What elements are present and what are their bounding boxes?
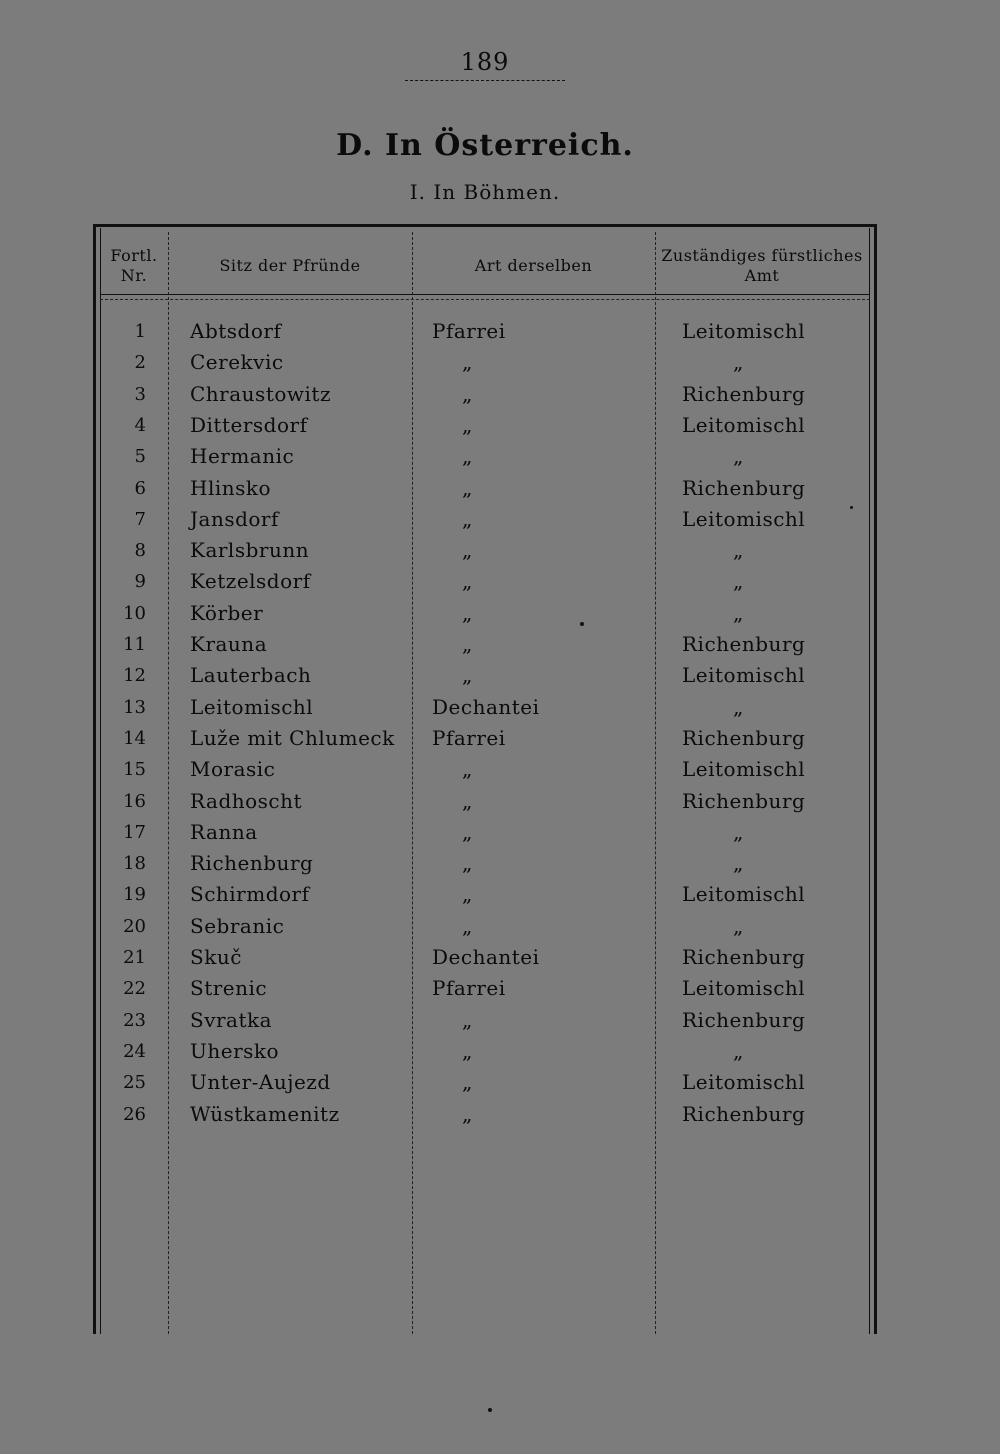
table-row [0, 1005, 1000, 1036]
section-subtitle: I. In Böhmen. [409, 180, 561, 204]
benefice-type: „ [462, 913, 473, 938]
responsible-office: Richenburg [682, 381, 806, 406]
responsible-office: Leitomischl [682, 412, 806, 437]
responsible-office: Leitomischl [682, 319, 806, 343]
benefice-seat: Ketzelsdorf [190, 569, 311, 594]
benefice-seat: Radhoscht [190, 788, 303, 813]
row-number: 5 [134, 446, 146, 468]
table-row [0, 879, 1000, 910]
benefice-type: „ [462, 788, 473, 813]
benefice-seat: Strenic [190, 976, 268, 1001]
responsible-office: „ [733, 913, 744, 938]
table-row [0, 911, 1000, 942]
benefice-type: „ [462, 1007, 473, 1032]
benefice-type: „ [462, 475, 473, 500]
benefice-type: „ [462, 882, 473, 907]
section-title: D. In Österreich. [336, 128, 634, 163]
row-number: 1 [134, 321, 146, 342]
benefice-type: „ [462, 506, 473, 531]
benefice-seat: Uhersko [190, 1038, 280, 1063]
row-number: 23 [123, 1009, 146, 1031]
row-number: 9 [134, 571, 146, 593]
table-row [0, 754, 1000, 785]
table-row [0, 817, 1000, 848]
row-number: 19 [123, 884, 146, 906]
print-speck [850, 506, 853, 509]
benefice-seat: Lauterbach [190, 663, 312, 688]
header-seat: Sitz der Pfründe [219, 256, 361, 275]
benefice-seat: Morasic [190, 757, 276, 782]
row-number: 6 [134, 477, 146, 499]
row-number: 17 [123, 821, 146, 843]
benefice-seat: Dittersdorf [190, 412, 308, 437]
benefice-seat: Richenburg [190, 851, 314, 876]
row-number: 26 [123, 1103, 146, 1125]
table-row [0, 598, 1000, 629]
table-row [0, 410, 1000, 441]
header-rule [100, 294, 870, 295]
benefice-seat: Jansdorf [190, 506, 279, 531]
table-row [0, 1099, 1000, 1130]
benefice-seat: Sebranic [190, 913, 285, 938]
benefice-type: „ [462, 381, 473, 406]
header-nr: Fortl. Nr. [110, 246, 158, 285]
page-number: 189 [460, 48, 510, 76]
row-number: 10 [123, 602, 146, 624]
table-row [0, 347, 1000, 378]
responsible-office: Richenburg [682, 632, 806, 656]
benefice-seat: Svratka [190, 1007, 273, 1032]
benefice-seat: Ranna [190, 819, 258, 844]
benefice-type: „ [462, 569, 473, 594]
print-speck [488, 1408, 492, 1412]
benefice-type: „ [462, 412, 473, 437]
benefice-seat: Hermanic [190, 444, 295, 469]
benefice-seat: Luže mit Chlumeck [190, 725, 395, 750]
responsible-office: Richenburg [682, 1007, 806, 1032]
benefice-seat: Unter-Aujezd [190, 1070, 331, 1095]
benefice-type: Pfarrei [432, 319, 506, 343]
table-row [0, 629, 1000, 660]
responsible-office: „ [733, 538, 744, 563]
responsible-office: „ [733, 350, 744, 375]
row-number: 3 [134, 383, 146, 405]
benefice-type: „ [462, 350, 473, 375]
table-row [0, 942, 1000, 973]
row-number: 11 [123, 634, 146, 655]
header-office: Zuständiges fürstliches Amt [661, 246, 863, 285]
benefice-seat: Hlinsko [190, 475, 272, 500]
benefice-type: Pfarrei [432, 976, 506, 1001]
row-number: 7 [134, 508, 146, 530]
benefice-type: Pfarrei [432, 725, 506, 750]
benefice-type: „ [462, 757, 473, 782]
row-number: 14 [123, 727, 146, 749]
table-row [0, 566, 1000, 597]
responsible-office: Richenburg [682, 725, 806, 750]
responsible-office: „ [733, 600, 744, 625]
row-number: 24 [123, 1040, 146, 1062]
benefice-type: Dechantei [432, 694, 540, 719]
benefice-type: Dechantei [432, 945, 540, 969]
benefice-type: „ [462, 663, 473, 688]
responsible-office: Richenburg [682, 475, 806, 500]
row-number: 20 [123, 915, 146, 937]
responsible-office: Leitomischl [682, 882, 806, 907]
row-number: 8 [134, 540, 146, 562]
benefice-type: „ [462, 851, 473, 876]
row-number: 16 [123, 790, 146, 812]
responsible-office: Richenburg [682, 788, 806, 813]
table-row [0, 441, 1000, 472]
responsible-office: Richenburg [682, 945, 806, 969]
benefice-seat: Schirmdorf [190, 882, 310, 907]
responsible-office: „ [733, 694, 744, 719]
benefice-seat: Wüstkamenitz [190, 1101, 340, 1126]
row-number: 22 [123, 978, 146, 1000]
responsible-office: Leitomischl [682, 757, 806, 782]
benefice-seat: Cerekvic [190, 350, 284, 375]
responsible-office: „ [733, 1038, 744, 1063]
responsible-office: „ [733, 444, 744, 469]
row-number: 13 [123, 696, 146, 718]
table-row [0, 723, 1000, 754]
benefice-type: „ [462, 1070, 473, 1095]
benefice-seat: Körber [190, 600, 264, 625]
table-row [0, 1067, 1000, 1098]
table-row [0, 660, 1000, 691]
benefice-seat: Skuč [190, 945, 242, 969]
row-number: 4 [134, 414, 146, 436]
benefice-seat: Karlsbrunn [190, 538, 310, 563]
table-row [0, 786, 1000, 817]
table-row [0, 1036, 1000, 1067]
header-type: Art derselben [474, 256, 593, 275]
responsible-office: „ [733, 819, 744, 844]
row-number: 12 [123, 665, 146, 687]
table-row [0, 473, 1000, 504]
table-row [0, 535, 1000, 566]
responsible-office: Leitomischl [682, 663, 806, 688]
benefice-type: „ [462, 444, 473, 469]
row-number: 18 [123, 853, 146, 875]
benefice-type: „ [462, 632, 473, 656]
responsible-office: Richenburg [682, 1101, 806, 1126]
print-speck [580, 622, 584, 626]
benefice-type: „ [462, 819, 473, 844]
benefice-seat: Chraustowitz [190, 381, 331, 406]
table-row [0, 973, 1000, 1004]
responsible-office: Leitomischl [682, 976, 806, 1001]
row-number: 25 [123, 1072, 146, 1094]
table-row [0, 848, 1000, 879]
benefice-seat: Leitomischl [190, 694, 314, 719]
benefice-type: „ [462, 1101, 473, 1126]
header-rule-dashed [100, 299, 870, 300]
table-row [0, 379, 1000, 410]
benefice-type: „ [462, 600, 473, 625]
row-number: 15 [123, 759, 146, 781]
benefice-seat: Abtsdorf [190, 319, 282, 343]
table-row [0, 692, 1000, 723]
benefice-type: „ [462, 538, 473, 563]
table-row [0, 316, 1000, 347]
responsible-office: Leitomischl [682, 1070, 806, 1095]
responsible-office: Leitomischl [682, 506, 806, 531]
row-number: 2 [134, 352, 146, 374]
benefice-type: „ [462, 1038, 473, 1063]
row-number: 21 [123, 947, 146, 968]
page-number-rule [405, 80, 565, 81]
responsible-office: „ [733, 569, 744, 594]
responsible-office: „ [733, 851, 744, 876]
benefice-seat: Krauna [190, 632, 268, 656]
